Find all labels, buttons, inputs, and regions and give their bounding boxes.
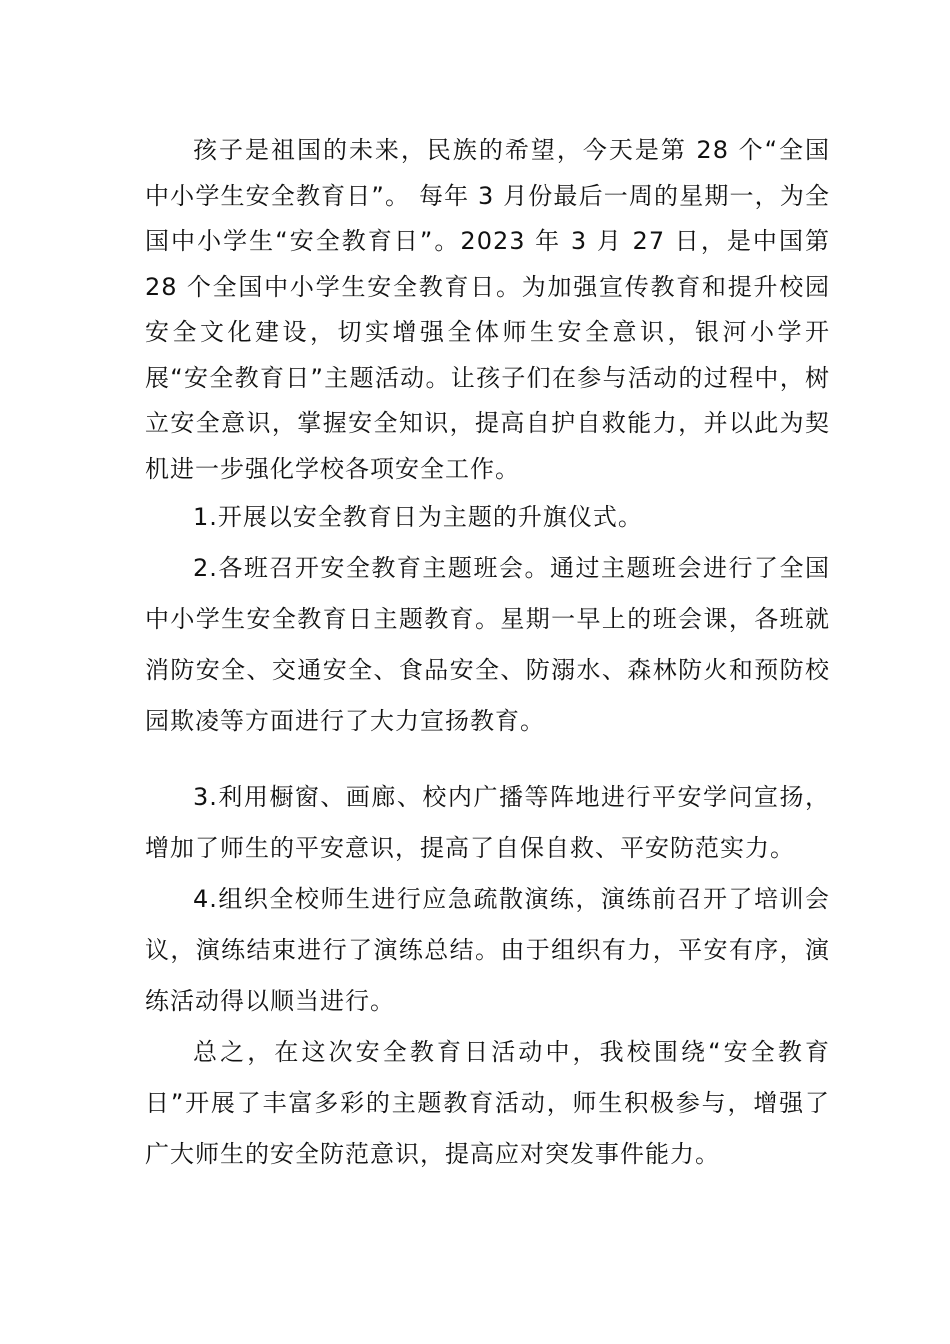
list-item-1: 1.开展以安全教育日为主题的升旗仪式。	[193, 503, 643, 531]
intro-paragraph: 孩子是祖国的未来，民族的希望，今天是第 28 个“全国中小学生安全教育日”。 每年 3 月份最后一周的星期一，为全国中小学生“安全教育日”。2023 年 3 月 27 日，是中国第 28 个全国中小学生安全教育日。为加强宣传教育和提升校园安全文化建设，切实增强全体师生安全意识，银河小学开展“安全教育日”主题活动。让孩子们在参与活动的过程中，树立安全意识，掌握安全知识，提高自护自救能力，并以此为契机进一步强化学校各项安全工作。	[145, 136, 830, 483]
list-item-2: 2.各班召开安全教育主题班会。通过主题班会进行了全国中小学生安全教育日主题教育。星期一早上的班会课，各班就消防安全、交通安全、食品安全、防溺水、森林防火和预防校园欺凌等方面进行了大力宣扬教育。	[145, 554, 830, 735]
document-body	[145, 128, 830, 1180]
list-item-4: 4.组织全校师生进行应急疏散演练，演练前召开了培训会议，演练结束进行了演练总结。由于组织有力，平安有序，演练活动得以顺当进行。	[145, 885, 830, 1015]
list-item-3: 3.利用橱窗、画廊、校内广播等阵地进行平安学问宣扬，增加了师生的平安意识，提高了自保自救、平安防范实力。	[145, 783, 830, 862]
conclusion-paragraph: 总之，在这次安全教育日活动中，我校围绕“安全教育日”开展了丰富多彩的主题教育活动，师生积极参与，增强了广大师生的安全防范意识，提高应对突发事件能力。	[145, 1038, 830, 1168]
